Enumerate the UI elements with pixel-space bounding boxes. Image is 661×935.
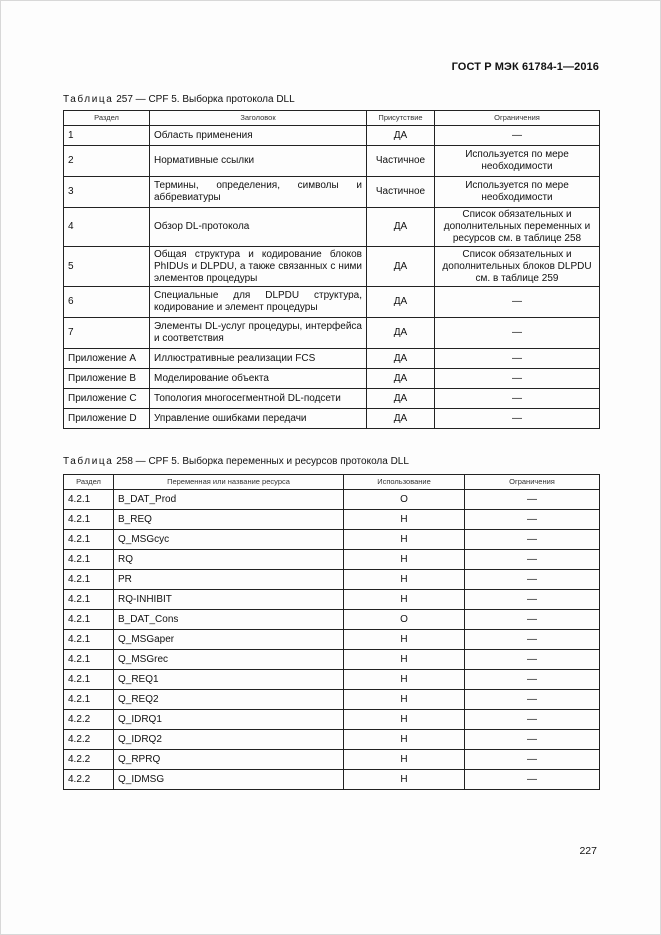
usage-cell: Н (344, 670, 465, 690)
title-cell: Топология многосегментной DL-подсети (150, 389, 367, 409)
column-header: Ограничения (435, 111, 600, 126)
section-cell: 5 (64, 247, 150, 287)
table-row (64, 530, 600, 550)
title-cell: Специальные для DLPDU структура, кодирование и элемент процедуры (150, 287, 367, 318)
usage-cell: Н (344, 750, 465, 770)
restriction-cell: — (435, 389, 600, 409)
section-cell: 4.2.1 (64, 530, 114, 550)
section-cell: Приложение D (64, 409, 150, 429)
section-cell: 1 (64, 126, 150, 146)
table-row (64, 570, 600, 590)
restriction-cell: — (465, 630, 600, 650)
variable-cell: Q_RPRQ (114, 750, 344, 770)
title-cell: Моделирование объекта (150, 369, 367, 389)
variable-cell: B_DAT_Prod (114, 490, 344, 510)
table-257-caption-text: 257 — CPF 5. Выборка протокола DLL (113, 94, 295, 105)
table-row (64, 389, 600, 409)
section-cell: 6 (64, 287, 150, 318)
table-257 (63, 110, 600, 429)
usage-cell: Н (344, 650, 465, 670)
presence-cell: Частичное (367, 177, 435, 208)
restriction-cell: — (465, 670, 600, 690)
section-cell: 4.2.2 (64, 730, 114, 750)
title-cell: Термины, определения, символы и аббревиатуры (150, 177, 367, 208)
restriction-cell: — (435, 369, 600, 389)
variable-cell: Q_MSGrec (114, 650, 344, 670)
section-cell: 4.2.1 (64, 550, 114, 570)
table-row (64, 126, 600, 146)
title-cell: Обзор DL-протокола (150, 208, 367, 247)
table-257-caption (63, 94, 295, 105)
section-cell: 2 (64, 146, 150, 177)
section-cell: 4.2.1 (64, 670, 114, 690)
title-cell: Область применения (150, 126, 367, 146)
variable-cell: Q_REQ2 (114, 690, 344, 710)
section-cell: 4.2.2 (64, 750, 114, 770)
section-cell: 4.2.1 (64, 630, 114, 650)
variable-cell: Q_MSGaper (114, 630, 344, 650)
section-cell: 4.2.1 (64, 650, 114, 670)
presence-cell: ДА (367, 287, 435, 318)
section-cell: Приложение A (64, 349, 150, 369)
variable-cell: RQ-INHIBIT (114, 590, 344, 610)
usage-cell: Н (344, 590, 465, 610)
title-cell: Иллюстративные реализации FCS (150, 349, 367, 369)
table-257-caption-word: Таблица (63, 94, 114, 105)
restriction-cell: — (465, 510, 600, 530)
variable-cell: RQ (114, 550, 344, 570)
variable-cell: PR (114, 570, 344, 590)
restriction-cell: — (465, 570, 600, 590)
section-cell: 4.2.1 (64, 590, 114, 610)
presence-cell: ДА (367, 318, 435, 349)
table-row (64, 670, 600, 690)
column-header: Переменная или название ресурса (114, 475, 344, 490)
table-row (64, 590, 600, 610)
table-row (64, 690, 600, 710)
table-258-caption-word: Таблица (63, 456, 114, 467)
variable-cell: B_DAT_Cons (114, 610, 344, 630)
restriction-cell: — (465, 750, 600, 770)
table-row (64, 510, 600, 530)
column-header: Заголовок (150, 111, 367, 126)
section-cell: 4.2.1 (64, 690, 114, 710)
table-258-caption (63, 456, 409, 467)
restriction-cell: — (465, 490, 600, 510)
table-row (64, 318, 600, 349)
page-number: 227 (579, 845, 597, 857)
variable-cell: Q_IDMSG (114, 770, 344, 790)
section-cell: 4.2.1 (64, 510, 114, 530)
restriction-cell: — (465, 610, 600, 630)
variable-cell: Q_IDRQ2 (114, 730, 344, 750)
section-cell: Приложение B (64, 369, 150, 389)
presence-cell: ДА (367, 349, 435, 369)
presence-cell: ДА (367, 126, 435, 146)
section-cell: 4 (64, 208, 150, 247)
title-cell: Нормативные ссылки (150, 146, 367, 177)
restriction-cell: — (465, 730, 600, 750)
restriction-cell: — (465, 650, 600, 670)
restriction-cell: — (465, 770, 600, 790)
usage-cell: Н (344, 690, 465, 710)
title-cell: Элементы DL-услуг процедуры, интерфейса и соответствия (150, 318, 367, 349)
restriction-cell: Используется по мере необходимости (435, 146, 600, 177)
usage-cell: Н (344, 530, 465, 550)
variable-cell: B_REQ (114, 510, 344, 530)
title-cell: Управление ошибками передачи (150, 409, 367, 429)
presence-cell: ДА (367, 369, 435, 389)
table-258 (63, 474, 600, 790)
table-row (64, 490, 600, 510)
usage-cell: Н (344, 550, 465, 570)
section-cell: Приложение C (64, 389, 150, 409)
restriction-cell: — (435, 349, 600, 369)
table-row (64, 369, 600, 389)
table-row (64, 710, 600, 730)
table-row (64, 750, 600, 770)
variable-cell: Q_IDRQ1 (114, 710, 344, 730)
usage-cell: Н (344, 710, 465, 730)
table-header-row (64, 111, 600, 126)
table-row (64, 349, 600, 369)
table-row (64, 208, 600, 247)
title-cell: Общая структура и кодирование блоков PhIDUs и DLPDU, а также связанных с ними элементов процедуры (150, 247, 367, 287)
section-cell: 3 (64, 177, 150, 208)
table-row (64, 247, 600, 287)
usage-cell: Н (344, 630, 465, 650)
restriction-cell: — (435, 126, 600, 146)
restriction-cell: — (465, 710, 600, 730)
restriction-cell: Список обязательных и дополнительных блоков DLPDU см. в таблице 259 (435, 247, 600, 287)
column-header: Раздел (64, 111, 150, 126)
table-row (64, 770, 600, 790)
restriction-cell: Список обязательных и дополнительных переменных и ресурсов см. в таблице 258 (435, 208, 600, 247)
presence-cell: ДА (367, 208, 435, 247)
presence-cell: ДА (367, 247, 435, 287)
section-cell: 7 (64, 318, 150, 349)
table-header-row (64, 475, 600, 490)
table-row (64, 409, 600, 429)
section-cell: 4.2.1 (64, 570, 114, 590)
table-row (64, 177, 600, 208)
section-cell: 4.2.2 (64, 710, 114, 730)
table-row (64, 730, 600, 750)
table-row (64, 287, 600, 318)
column-header: Ограничения (465, 475, 600, 490)
table-row (64, 146, 600, 177)
usage-cell: О (344, 610, 465, 630)
table-258-caption-text: 258 — CPF 5. Выборка переменных и ресурсов протокола DLL (113, 456, 409, 467)
table-row (64, 610, 600, 630)
restriction-cell: — (465, 690, 600, 710)
section-cell: 4.2.1 (64, 610, 114, 630)
usage-cell: Н (344, 730, 465, 750)
column-header: Присутствие (367, 111, 435, 126)
restriction-cell: — (465, 550, 600, 570)
usage-cell: О (344, 490, 465, 510)
usage-cell: Н (344, 510, 465, 530)
document-header: ГОСТ Р МЭК 61784-1—2016 (451, 61, 599, 73)
restriction-cell: — (435, 287, 600, 318)
column-header: Раздел (64, 475, 114, 490)
restriction-cell: — (465, 590, 600, 610)
variable-cell: Q_REQ1 (114, 670, 344, 690)
section-cell: 4.2.1 (64, 490, 114, 510)
presence-cell: ДА (367, 409, 435, 429)
table-row (64, 630, 600, 650)
section-cell: 4.2.2 (64, 770, 114, 790)
presence-cell: Частичное (367, 146, 435, 177)
variable-cell: Q_MSGcyc (114, 530, 344, 550)
usage-cell: Н (344, 770, 465, 790)
usage-cell: Н (344, 570, 465, 590)
column-header: Использование (344, 475, 465, 490)
restriction-cell: — (435, 318, 600, 349)
restriction-cell: Используется по мере необходимости (435, 177, 600, 208)
restriction-cell: — (435, 409, 600, 429)
table-row (64, 650, 600, 670)
presence-cell: ДА (367, 389, 435, 409)
restriction-cell: — (465, 530, 600, 550)
table-row (64, 550, 600, 570)
